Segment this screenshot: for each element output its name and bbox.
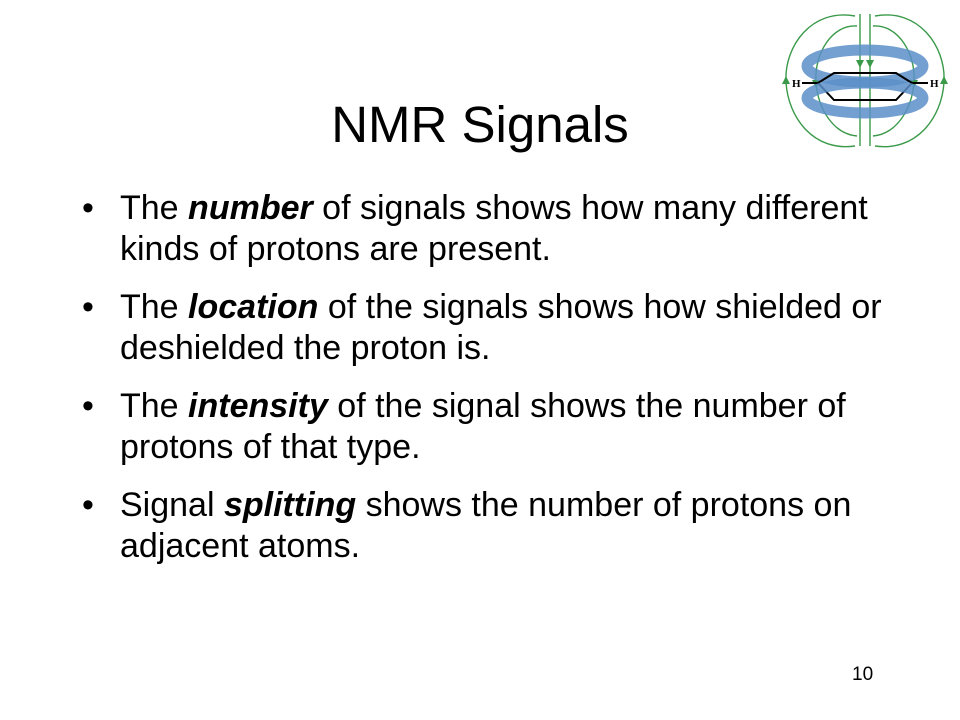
- bullet-text-suffix: of signals shows how many different kinds of protons are present.: [120, 189, 868, 268]
- right-hydrogen-label: H: [930, 78, 939, 90]
- bullet-text-suffix: of the signal shows the number of protons of that type.: [120, 387, 846, 466]
- arrow-icon: [940, 76, 948, 84]
- bullet-text-prefix: The: [120, 189, 189, 227]
- bullet-keyword: number: [188, 189, 313, 227]
- bullet-text-suffix: of the signals shows how shielded or deshielded the proton is.: [120, 288, 882, 367]
- ring-current-upper: [807, 50, 923, 82]
- arrow-icon: [782, 76, 790, 84]
- bullet-dot-icon: •: [82, 288, 94, 326]
- bullet-keyword: splitting: [223, 486, 357, 524]
- bullet-text-prefix: Signal: [120, 486, 224, 524]
- bullet-list: [82, 188, 912, 584]
- bullet-text-prefix: The: [120, 387, 189, 425]
- bullet-keyword: location: [188, 288, 319, 326]
- page-number: 10: [852, 664, 874, 685]
- bullet-dot-icon: •: [82, 387, 94, 425]
- bullet-item-number: [82, 188, 912, 270]
- slide-title: NMR Signals: [331, 96, 629, 153]
- left-hydrogen-label: H: [792, 78, 801, 90]
- bullet-dot-icon: •: [82, 189, 94, 227]
- arrow-icon: [866, 60, 874, 68]
- bullet-keyword: intensity: [188, 387, 328, 425]
- bullet-item-splitting: [82, 485, 912, 567]
- bullet-text-suffix: shows the number of protons on adjacent atoms.: [120, 486, 852, 565]
- bullet-dot-icon: •: [82, 486, 94, 524]
- arrow-icon: [856, 60, 864, 68]
- bullet-text-prefix: The: [120, 288, 189, 326]
- bullet-item-intensity: [82, 386, 912, 468]
- bullet-item-location: [82, 287, 912, 369]
